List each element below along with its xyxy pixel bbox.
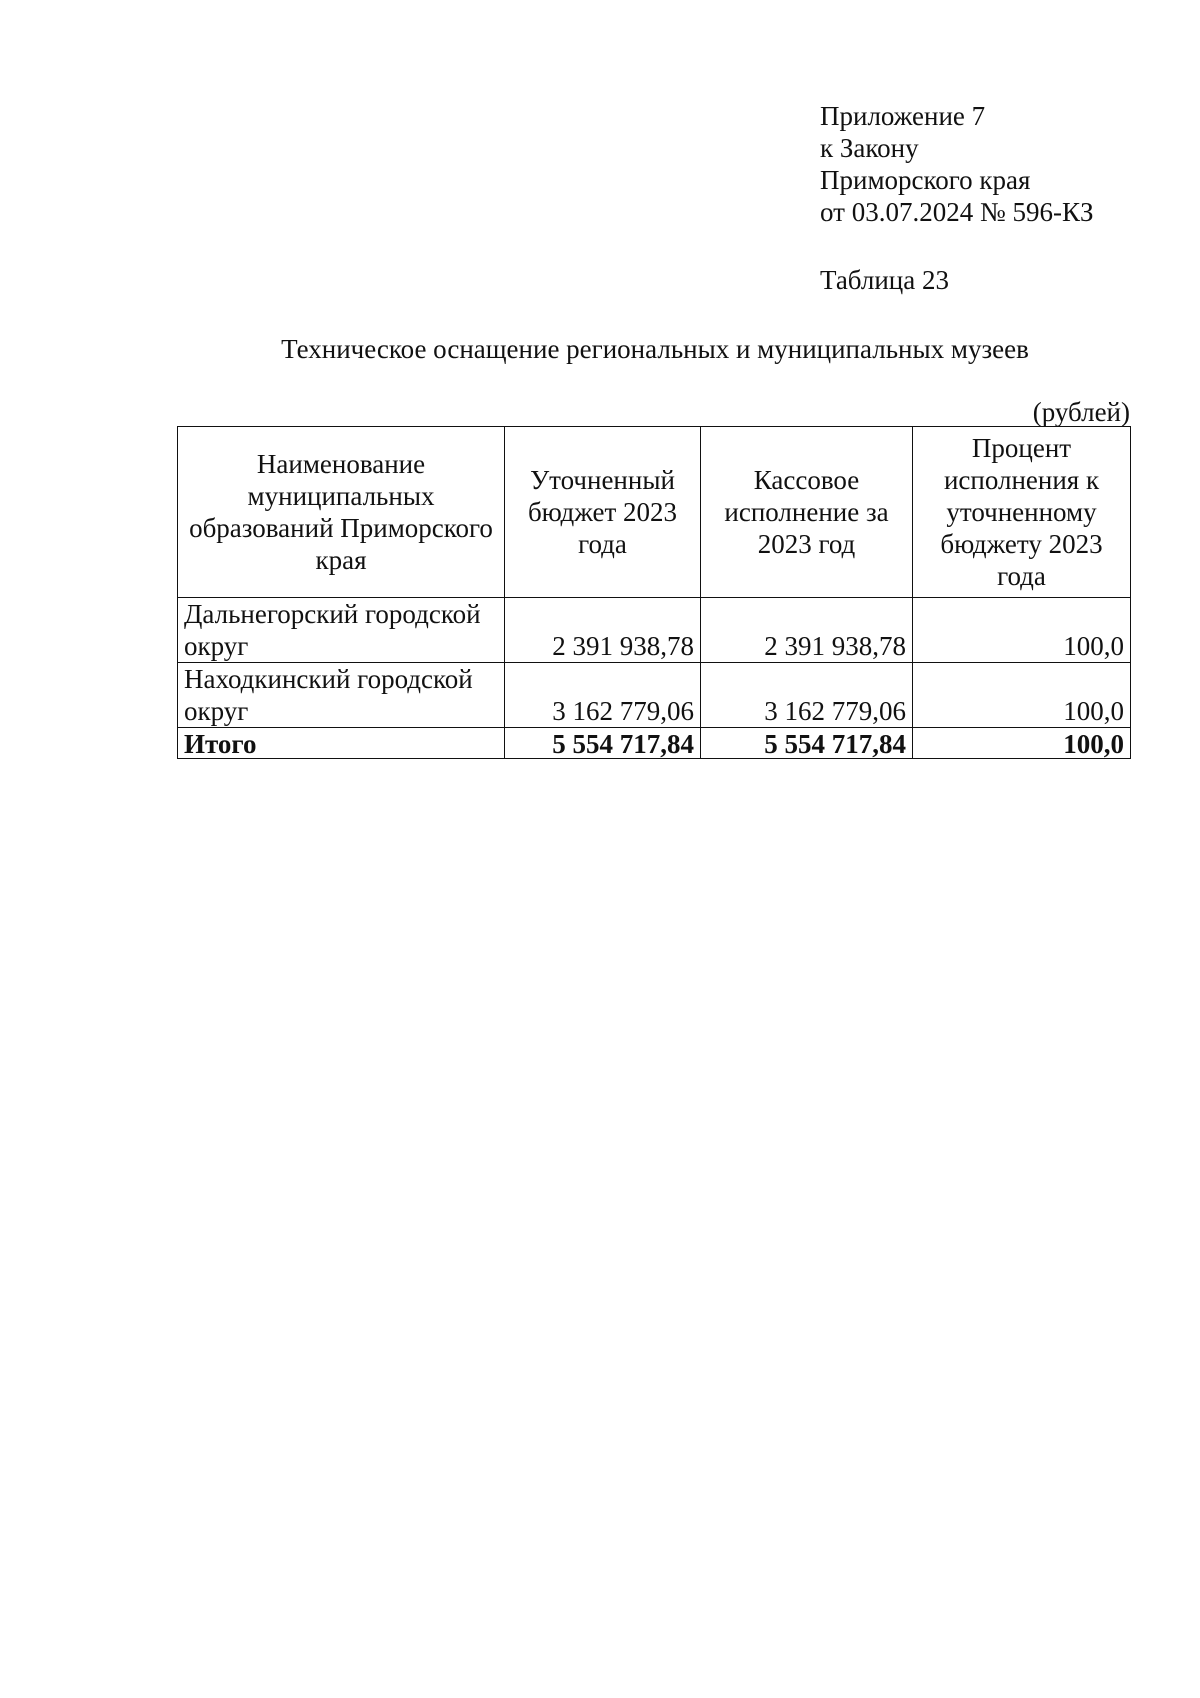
table-row [178, 663, 1131, 728]
cell-total-budget: 5 554 717,84 [505, 728, 701, 759]
table-row [178, 598, 1131, 663]
units-label: (рублей) [1032, 397, 1130, 427]
table-header-row [178, 427, 1131, 598]
document-title: Техническое оснащение региональных и муниципальных музеев [281, 334, 1029, 364]
appendix-line-1: Приложение 7 [820, 101, 986, 131]
cell-budget: 3 162 779,06 [505, 663, 701, 728]
cell-total-percent: 100,0 [913, 728, 1131, 759]
cell-percent: 100,0 [913, 663, 1131, 728]
header-budget: Уточненный бюджет 2023 года [505, 427, 701, 598]
cell-executed: 3 162 779,06 [701, 663, 913, 728]
cell-executed: 2 391 938,78 [701, 598, 913, 663]
appendix-line-4: от 03.07.2024 № 596-КЗ [820, 197, 1094, 227]
table-total-row [178, 728, 1131, 759]
table-number: Таблица 23 [820, 265, 949, 295]
header-percent: Процент исполнения к уточненному бюджету 2023 года [913, 427, 1131, 598]
budget-table [177, 426, 1131, 759]
cell-total-label: Итого [178, 728, 505, 759]
cell-municipality: Дальнегорский городской округ [178, 598, 505, 663]
appendix-line-3: Приморского края [820, 165, 1031, 195]
cell-municipality: Находкинский городской округ [178, 663, 505, 728]
appendix-line-2: к Закону [820, 133, 919, 163]
header-executed: Кассовое исполнение за 2023 год [701, 427, 913, 598]
appendix-block [820, 100, 1093, 228]
cell-percent: 100,0 [913, 598, 1131, 663]
cell-total-executed: 5 554 717,84 [701, 728, 913, 759]
cell-budget: 2 391 938,78 [505, 598, 701, 663]
header-municipality: Наименование муниципальных образований Приморского края [178, 427, 505, 598]
